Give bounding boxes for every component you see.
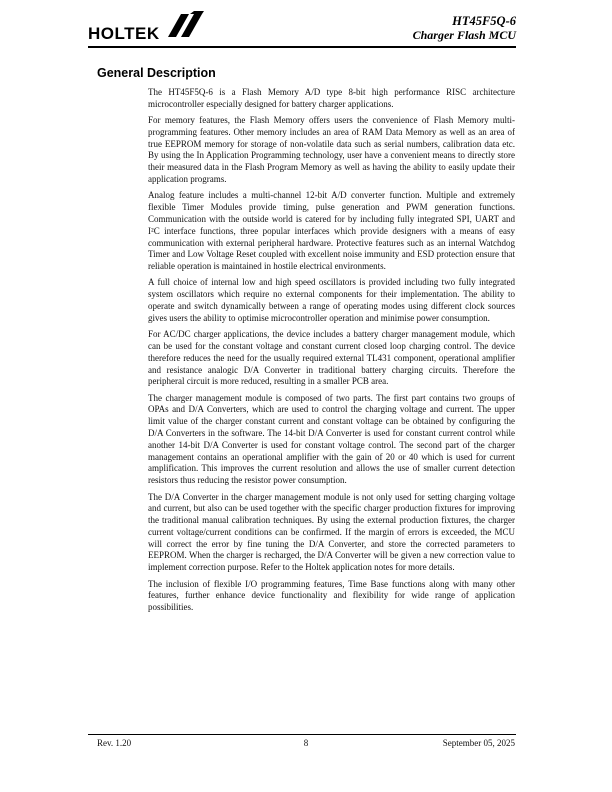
- page-footer: [97, 738, 515, 748]
- footer-page-number: 8: [303, 738, 309, 748]
- paragraph: The HT45F5Q-6 is a Flash Memory A/D type 8-bit high performance RISC architecture microcontroller especially designed for battery charger applications.: [148, 87, 515, 109]
- paragraph: The charger management module is composed of two parts. The first part contains two groups of OPAs and D/A Converters, which are used to control the charging voltage and current. The upper limit value of the charger constant current and constant voltage can be obtained by configuring the D/A Converters in the software. The 14-bit D/A Converter is used for constant current control while another 14-bit D/A Converter is used for constant voltage control. The second part of the charger management contains an operational amplifier with the gain of 20 or 40 which is used for current amplification. This improves the current resolution and allows the use of smaller current detection resistors thus reducing the resistor power consumption.: [148, 392, 515, 486]
- paragraph: For AC/DC charger applications, the device includes a battery charger management module, which can be used for the constant voltage and constant current closed loop charging control. The device therefore reduces the need for the usually required external TL431 component, operational amplifier and resistance analogic D/A Converter in traditional battery charging circuits. Therefore the peripheral circuit is more reduced, resulting in a smaller PCB area.: [148, 329, 515, 387]
- footer-divider: [88, 734, 516, 735]
- paragraph: The D/A Converter in the charger management module is not only used for setting charging voltage and current, but also can be used together with the specific charger production fixtures for improving the traditional manual calibration techniques. By using the external production fixtures, the charger current voltage/current conditions can be confirmed. If the margin of errors is exceeded, the MCU will correct the error by fine tuning the D/A Converter, and store the corrected parameters to EEPROM. When the charger is recharged, the D/A Converter will be given a new correction value to implement correction purpose. Refer to the Holtek application notes for more details.: [148, 491, 515, 573]
- paragraph: The inclusion of flexible I/O programming features, Time Base functions along with many other features, further enhance device functionality and flexibility for wide range of application possibilities.: [148, 578, 515, 613]
- page-header: [88, 12, 516, 46]
- section-title: General Description: [97, 66, 216, 80]
- header-product-block: [413, 14, 516, 42]
- paragraph: For memory features, the Flash Memory offers users the convenience of Flash Memory multi-programming features. Other memory includes an area of RAM Data Memory as well as an area of true EEPROM memory for storage of non-volatile data such as serial numbers, calibration data etc. By using the In Application Programming technology, user have a convenient means to directly store their measured data in the Flash Program Memory as well as having the ability to easily update their application programs.: [148, 115, 515, 185]
- general-description-body: [148, 87, 515, 618]
- paragraph: A full choice of internal low and high speed oscillators is provided including two fully integrated system oscillators which require no external components for their implementation. The ability to operate and switch dynamically between a range of operating modes using different clock sources gives users the ability to optimise microcontroller operation and minimise power consumption.: [148, 277, 515, 323]
- holtek-logo: [88, 12, 196, 44]
- header-divider: [88, 46, 516, 48]
- footer-revision: Rev. 1.20: [97, 738, 132, 748]
- footer-date: September 05, 2025: [442, 738, 515, 748]
- paragraph: Analog feature includes a multi-channel 12-bit A/D converter function. Multiple and extremely flexible Timer Modules provide timing, pulse generation and PWM generation functions. Communication with the outside world is catered for by including fully integrated SPI, UART and I²C interface functions, three popular interfaces which provide designers with a means of easy communication with external peripheral hardware. Protective features such as an internal Watchdog Timer and Low Voltage Reset coupled with excellent noise immunity and ESD protection ensure that reliable operation is maintained in hostile electrical environments.: [148, 190, 515, 272]
- product-name: HT45F5Q-6: [452, 14, 516, 28]
- holtek-logo-text: HOLTEK: [88, 24, 160, 43]
- holtek-logo-icon: [168, 11, 204, 37]
- product-subtitle: Charger Flash MCU: [412, 28, 516, 42]
